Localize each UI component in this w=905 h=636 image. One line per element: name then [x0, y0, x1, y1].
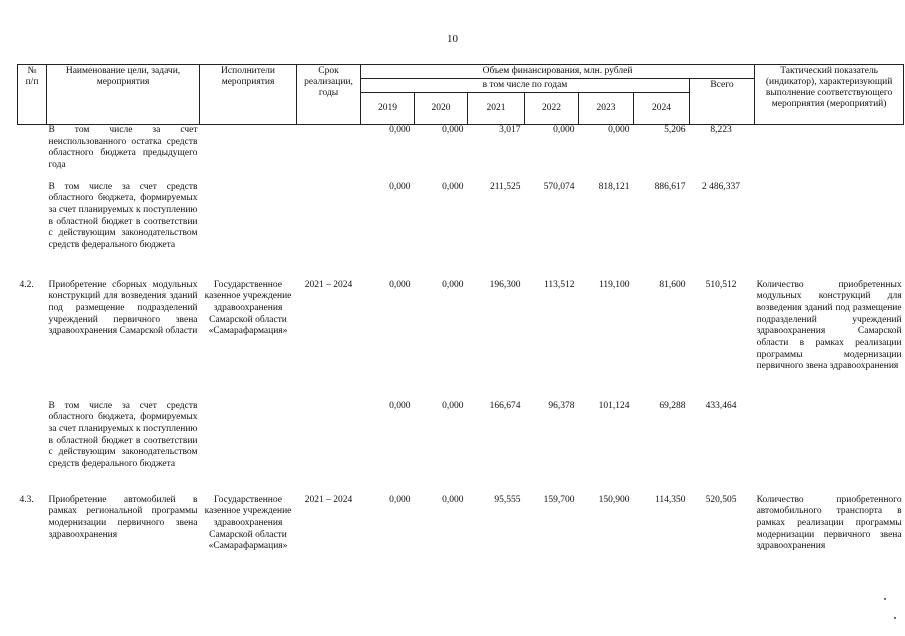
row-value-2021: 95,555	[494, 494, 521, 505]
row-value-2019: 0,000	[389, 400, 411, 411]
row-value-2022: 96,378	[548, 400, 575, 411]
header-num: № п/п	[18, 65, 47, 125]
scan-speck	[894, 617, 896, 619]
row-num: 4.2.	[19, 279, 34, 290]
row-value-2022: 159,700	[543, 494, 575, 505]
header-indicator: Тактический показатель (индикатор), характеризующий выполнение соответствующего мероприятия (мероприятий)	[755, 65, 904, 125]
row-value-2022: 570,074	[543, 181, 575, 192]
header-executors: Исполнители мероприятия	[200, 65, 297, 125]
row-executors	[200, 401, 297, 495]
header-year: 2021	[468, 93, 525, 125]
row-value-2021: 196,300	[489, 279, 521, 290]
header-year: 2023	[579, 93, 634, 125]
row-name: В том числе за счет неиспользованного остатка средств областного бюджета предыдущего года	[48, 125, 198, 171]
row-total: 2 486,337	[702, 181, 741, 192]
row-total: 520,505	[705, 494, 737, 505]
row-term	[297, 125, 361, 182]
row-indicator: Количество приобретенных модульных конструкций для возведения зданий под размещение подразделений учреждений здравоохранения Самарской области в рамках реализации программы модернизации первичного звена здравоохранения	[756, 279, 902, 372]
row-value-2019: 0,000	[389, 181, 411, 192]
row-name: Приобретение автомобилей в рамках региональной программы модернизации первичного звена здравоохранения	[48, 494, 198, 540]
row-executors: Государственное казенное учреждение здравоохранения Самарской области «Самарафармация»	[204, 494, 292, 552]
row-value-2019: 0,000	[389, 125, 411, 135]
row-value-2024: 81,600	[659, 279, 686, 290]
row-value-2020: 0,000	[442, 279, 464, 290]
row-value-2023: 818,121	[598, 181, 630, 192]
header-year: 2024	[634, 93, 690, 125]
table-row	[18, 125, 904, 182]
header-term: Срок реализации, годы	[297, 65, 361, 125]
header-total: Всего	[690, 79, 755, 125]
row-indicator: Количество приобретенного автомобильного транспорта в рамках реализации программы модернизации первичного звена здравоохранения	[756, 494, 902, 552]
row-term	[297, 401, 361, 495]
row-value-2023: 119,100	[598, 279, 630, 290]
row-num: 4.3.	[19, 494, 34, 505]
row-value-2022: 0,000	[553, 125, 575, 135]
row-indicator	[755, 125, 904, 182]
row-value-2019: 0,000	[389, 279, 411, 290]
row-name: Приобретение сборных модульных конструкций для возведения зданий под размещение подразделений учреждений первичного звена здравоохранения Самарской области	[48, 279, 198, 337]
row-value-2022: 113,512	[543, 279, 575, 290]
header-financing: Объем финансирования, млн. рублей	[361, 65, 755, 79]
row-total: 510,512	[705, 279, 737, 290]
page-number: 10	[447, 33, 458, 45]
row-value-2021: 211,525	[489, 181, 521, 192]
row-value-2020: 0,000	[442, 181, 464, 192]
row-value-2024: 114,350	[654, 494, 686, 505]
row-value-2020: 0,000	[442, 494, 464, 505]
row-value-2023: 0,000	[608, 125, 630, 135]
header-year: 2022	[525, 93, 579, 125]
row-value-2019: 0,000	[389, 494, 411, 505]
row-value-2021: 3,017	[499, 125, 521, 135]
row-term: 2021 – 2024	[304, 279, 353, 290]
row-name: В том числе за счет средств областного бюджета, формируемых за счет планируемых к поступлению в областной бюджет в соответствии с действующим законодательством средств федерального бюджета	[48, 400, 198, 470]
row-indicator	[755, 401, 904, 495]
row-executors	[200, 125, 297, 182]
row-value-2020: 0,000	[442, 125, 464, 135]
row-executors: Государственное казенное учреждение здравоохранения Самарской области «Самарафармация»	[204, 279, 292, 337]
row-term: 2021 – 2024	[304, 494, 353, 505]
row-value-2024: 886,617	[654, 181, 686, 192]
financing-table	[17, 64, 904, 585]
row-value-2024: 5,206	[664, 125, 686, 135]
row-name: В том числе за счет средств областного бюджета, формируемых за счет планируемых к поступлению в областной бюджет в соответствии с действующим законодательством средств федерального бюджета	[48, 181, 198, 251]
row-num	[18, 401, 47, 495]
header-year: 2020	[415, 93, 468, 125]
table-header	[18, 65, 904, 125]
row-total: 8,223	[710, 125, 732, 135]
row-value-2020: 0,000	[442, 400, 464, 411]
row-indicator	[755, 182, 904, 280]
table-row	[18, 495, 904, 585]
row-value-2023: 150,900	[598, 494, 630, 505]
table-row	[18, 280, 904, 401]
header-year: 2019	[361, 93, 415, 125]
scan-speck	[884, 598, 886, 600]
header-by-years: в том числе по годам	[361, 79, 690, 93]
row-value-2021: 166,674	[489, 400, 521, 411]
row-value-2024: 69,288	[659, 400, 686, 411]
header-name: Наименование цели, задачи, мероприятия	[47, 65, 200, 125]
row-num	[18, 182, 47, 280]
table-row	[18, 182, 904, 280]
row-value-2023: 101,124	[598, 400, 630, 411]
row-num	[18, 125, 47, 182]
row-total: 433,464	[705, 400, 737, 411]
table-row	[18, 401, 904, 495]
row-term	[297, 182, 361, 280]
row-executors	[200, 182, 297, 280]
